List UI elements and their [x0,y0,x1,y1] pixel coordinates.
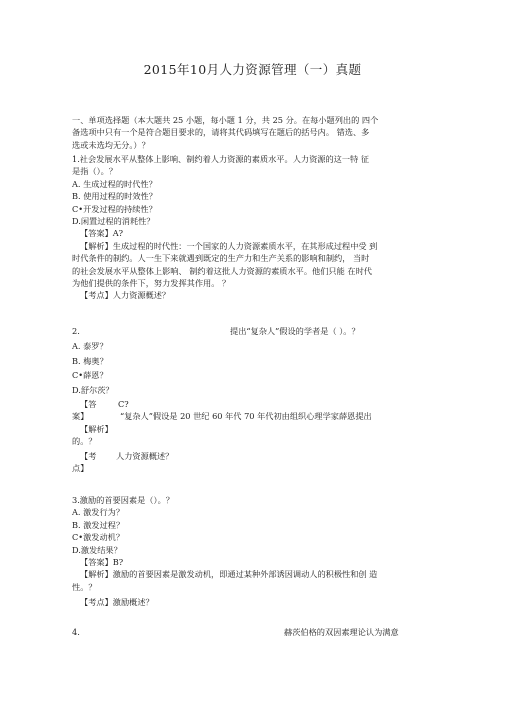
question-4 [72,626,437,638]
question-stem-row [72,626,437,638]
answer-row [72,398,437,410]
analysis-line: 【解析】激励的首要因素是激发动机，即通过某种外部诱因调动人的积极性和创 造 [80,569,378,580]
option-d: D.闲置过程的消耗性？ [72,216,155,227]
answer-value: C? [118,399,129,410]
analysis-line: 的社会发展水平从整体上影响、 制约着这批人力资源的素质水平。他们只能 在时代 [72,265,372,276]
topic-cont-row [72,462,437,474]
topic: 【考点】人力资源概述？ [80,290,171,301]
option-c: C•激发动机？ [72,532,125,543]
page-title: 2015年10月人力资源管理（一）真题 [143,62,362,77]
topic: 【考点】激励概述？ [80,597,154,608]
answer-label: 【答 [80,399,97,410]
analysis-end: 的。？ [72,436,97,447]
analysis-line: 时代条件的制约。人一生下来就遇到既定的生产力和生产关系的影响和制约， 当时 [72,253,370,264]
option-d: D.激发结果？ [72,544,122,555]
analysis-label: 【解析】 [80,423,113,434]
analysis-row [72,410,437,422]
option-b: B. 使用过程的时效性？ [72,191,157,202]
question-1 [72,153,437,302]
question-2 [72,325,437,474]
answer-label-cont: 案】 [72,411,89,422]
option-a: A. 泰罗？ [72,341,108,352]
question-stem: 是指（）。？ [72,166,118,177]
option-d: D.舒尔茨？ [72,384,114,395]
analysis-line: 【解析】生成过程的时代性：一个国家的人力资源素质水平，在其形成过程中受 到 [80,240,378,251]
question-stem-row [72,325,437,337]
question-stem: 1.社会发展水平从整体上影响、制约着人力资源的素质水平。人力资源的这一特 征 [72,154,369,164]
intro-line: 一、单项选择题（本大题共 25 小题，每小题 1 分，共 25 分。在每小题列出的 四个 [72,115,379,125]
topic-value: 人力资源概述？ [116,450,174,461]
intro-line: 备选项中只有一个是符合题目要求的，请将其代码填写在题后的括号内。 错选、多 [72,127,370,138]
topic-label: 【考 [80,450,97,461]
intro-line: 选或未选均无分。）？ [72,139,150,150]
question-stem: 赫茨伯格的双因素理论认为满意 [284,627,399,637]
topic-row [72,450,437,462]
answer: 【答案】B? [80,557,124,568]
option-b: B. 激发过程？ [72,519,125,530]
option-c: C•薛恩？ [72,370,108,381]
question-number: 4. [72,627,80,637]
analysis-line: 为他们提供的条件下，努力发挥其作用。 ？ [72,278,231,289]
question-number: 2. [72,326,80,336]
analysis-text: “复杂人”假设是 20 世纪 60 年代 70 年代初由组织心理学家薛恩提出 [120,411,372,422]
question-3 [72,494,437,609]
question-stem: 3.激励的首要因素是（）。？ [72,495,174,505]
section-intro [72,114,437,151]
answer: 【答案】A? [80,228,124,239]
analysis-label-row [72,423,437,435]
option-a: A. 激发行为？ [72,507,125,518]
question-stem: 提出“复杂人”假设的学者是（ ）。？ [230,326,360,336]
analysis-line: 性。？ [72,581,97,592]
analysis-end-row [72,435,437,447]
option-a: A. 生成过程的时代性？ [72,178,157,189]
option-b: B. 梅奥？ [72,355,108,366]
topic-label-cont: 点】 [72,462,89,473]
option-c: C•开发过程的持续性？ [72,203,157,214]
